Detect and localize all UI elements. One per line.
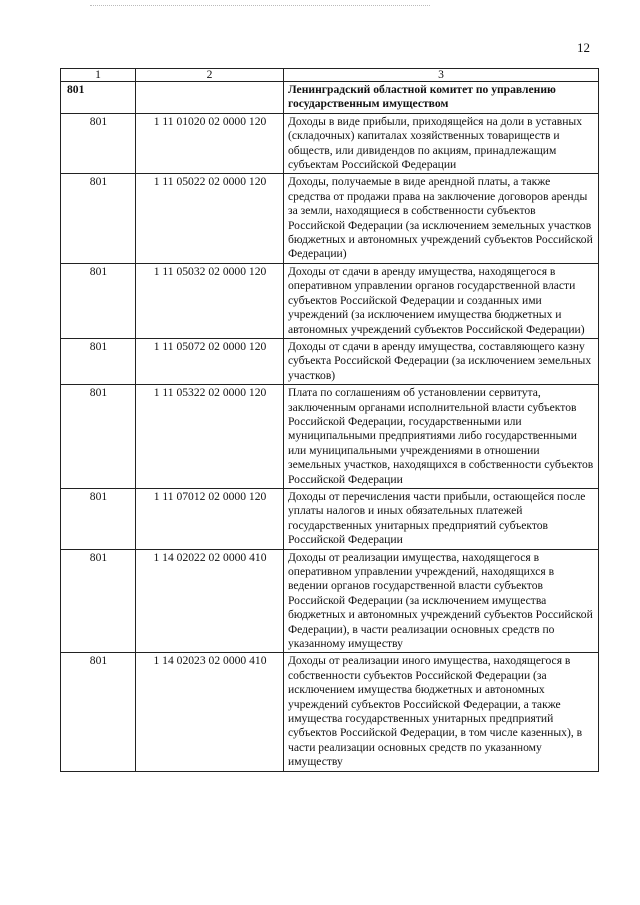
- table-row: [61, 549, 599, 653]
- administrator-code: 801: [61, 113, 136, 174]
- administrator-code: 801: [61, 82, 136, 114]
- revenue-code: 1 11 05022 02 0000 120: [136, 174, 284, 263]
- revenue-name: Доходы, получаемые в виде арендной платы, а также средства от продажи права на заключение договоров аренды за земли, находящиеся в собственности субъектов Российской Федерации (за исключением земельных участков бюджетных и автономных учреждений субъектов Российской Федерации): [284, 174, 599, 263]
- page-number: 12: [577, 40, 590, 55]
- column-number: 1: [61, 69, 136, 82]
- administrator-code: 801: [61, 653, 136, 771]
- table-row: [61, 385, 599, 489]
- administrator-code: 801: [61, 338, 136, 384]
- table-row: [61, 263, 599, 338]
- revenue-code: 1 11 01020 02 0000 120: [136, 113, 284, 174]
- scan-artifact: [90, 5, 430, 8]
- revenue-name: Доходы от сдачи в аренду имущества, составляющего казну субъекта Российской Федерации (за исключением земельных участков): [284, 338, 599, 384]
- revenue-name: Доходы от сдачи в аренду имущества, находящегося в оперативном управлении органов государственной власти субъектов Российской Федерации и созданных ими учреждений (за исключением имущества бюджетных и автономных учреждений субъектов Российской Федерации): [284, 263, 599, 338]
- revenue-code: 1 11 05322 02 0000 120: [136, 385, 284, 489]
- table-row: [61, 653, 599, 771]
- table-row: [61, 488, 599, 549]
- revenue-name: Доходы от перечисления части прибыли, остающейся после уплаты налогов и иных обязательных платежей государственных унитарных предприятий субъектов Российской Федерации: [284, 488, 599, 549]
- revenue-code: [136, 82, 284, 114]
- revenue-name: Доходы от реализации имущества, находящегося в оперативном управлении учреждений, находящихся в ведении органов государственной власти субъектов Российской Федерации (за исключением имущества бюджетных и автономных учреждений субъектов Российской Федерации), в части реализации основных средств по указанному имуществу: [284, 549, 599, 653]
- column-number: 3: [284, 69, 599, 82]
- administrator-code: 801: [61, 174, 136, 263]
- revenue-name: Плата по соглашениям об установлении сервитута, заключенным органами исполнительной власти субъектов Российской Федерации, государственными или муниципальными предприятиями либо государственными или муниципальными учреждениями в отношении земельных участков, находящихся в собственности субъектов Российской Федерации: [284, 385, 599, 489]
- column-number-row: [61, 69, 599, 82]
- table-row: [61, 338, 599, 384]
- revenue-code: 1 11 07012 02 0000 120: [136, 488, 284, 549]
- table-row: [61, 174, 599, 263]
- column-number: 2: [136, 69, 284, 82]
- revenue-name: Доходы в виде прибыли, приходящейся на доли в уставных (складочных) капиталах хозяйственных товариществ и обществ, или дивидендов по акциям, принадлежащим субъектам Российской Федерации: [284, 113, 599, 174]
- revenue-codes-table: [60, 68, 599, 772]
- revenue-code: 1 14 02023 02 0000 410: [136, 653, 284, 771]
- administrator-code: 801: [61, 549, 136, 653]
- administrator-code: 801: [61, 385, 136, 489]
- administrator-heading-row: [61, 82, 599, 114]
- revenue-code: 1 11 05072 02 0000 120: [136, 338, 284, 384]
- administrator-code: 801: [61, 488, 136, 549]
- table-row: [61, 113, 599, 174]
- administrator-code: 801: [61, 263, 136, 338]
- revenue-code: 1 11 05032 02 0000 120: [136, 263, 284, 338]
- revenue-code: 1 14 02022 02 0000 410: [136, 549, 284, 653]
- administrator-name: Ленинградский областной комитет по управлению государственным имуществом: [284, 82, 599, 114]
- revenue-name: Доходы от реализации иного имущества, находящегося в собственности субъектов Российской Федерации (за исключением имущества бюджетных и автономных учреждений субъектов Российской Федерации, а также имущества государственных унитарных предприятий субъектов Российской Федерации, в том числе казенных), в части реализации основных средств по указанному имуществу: [284, 653, 599, 771]
